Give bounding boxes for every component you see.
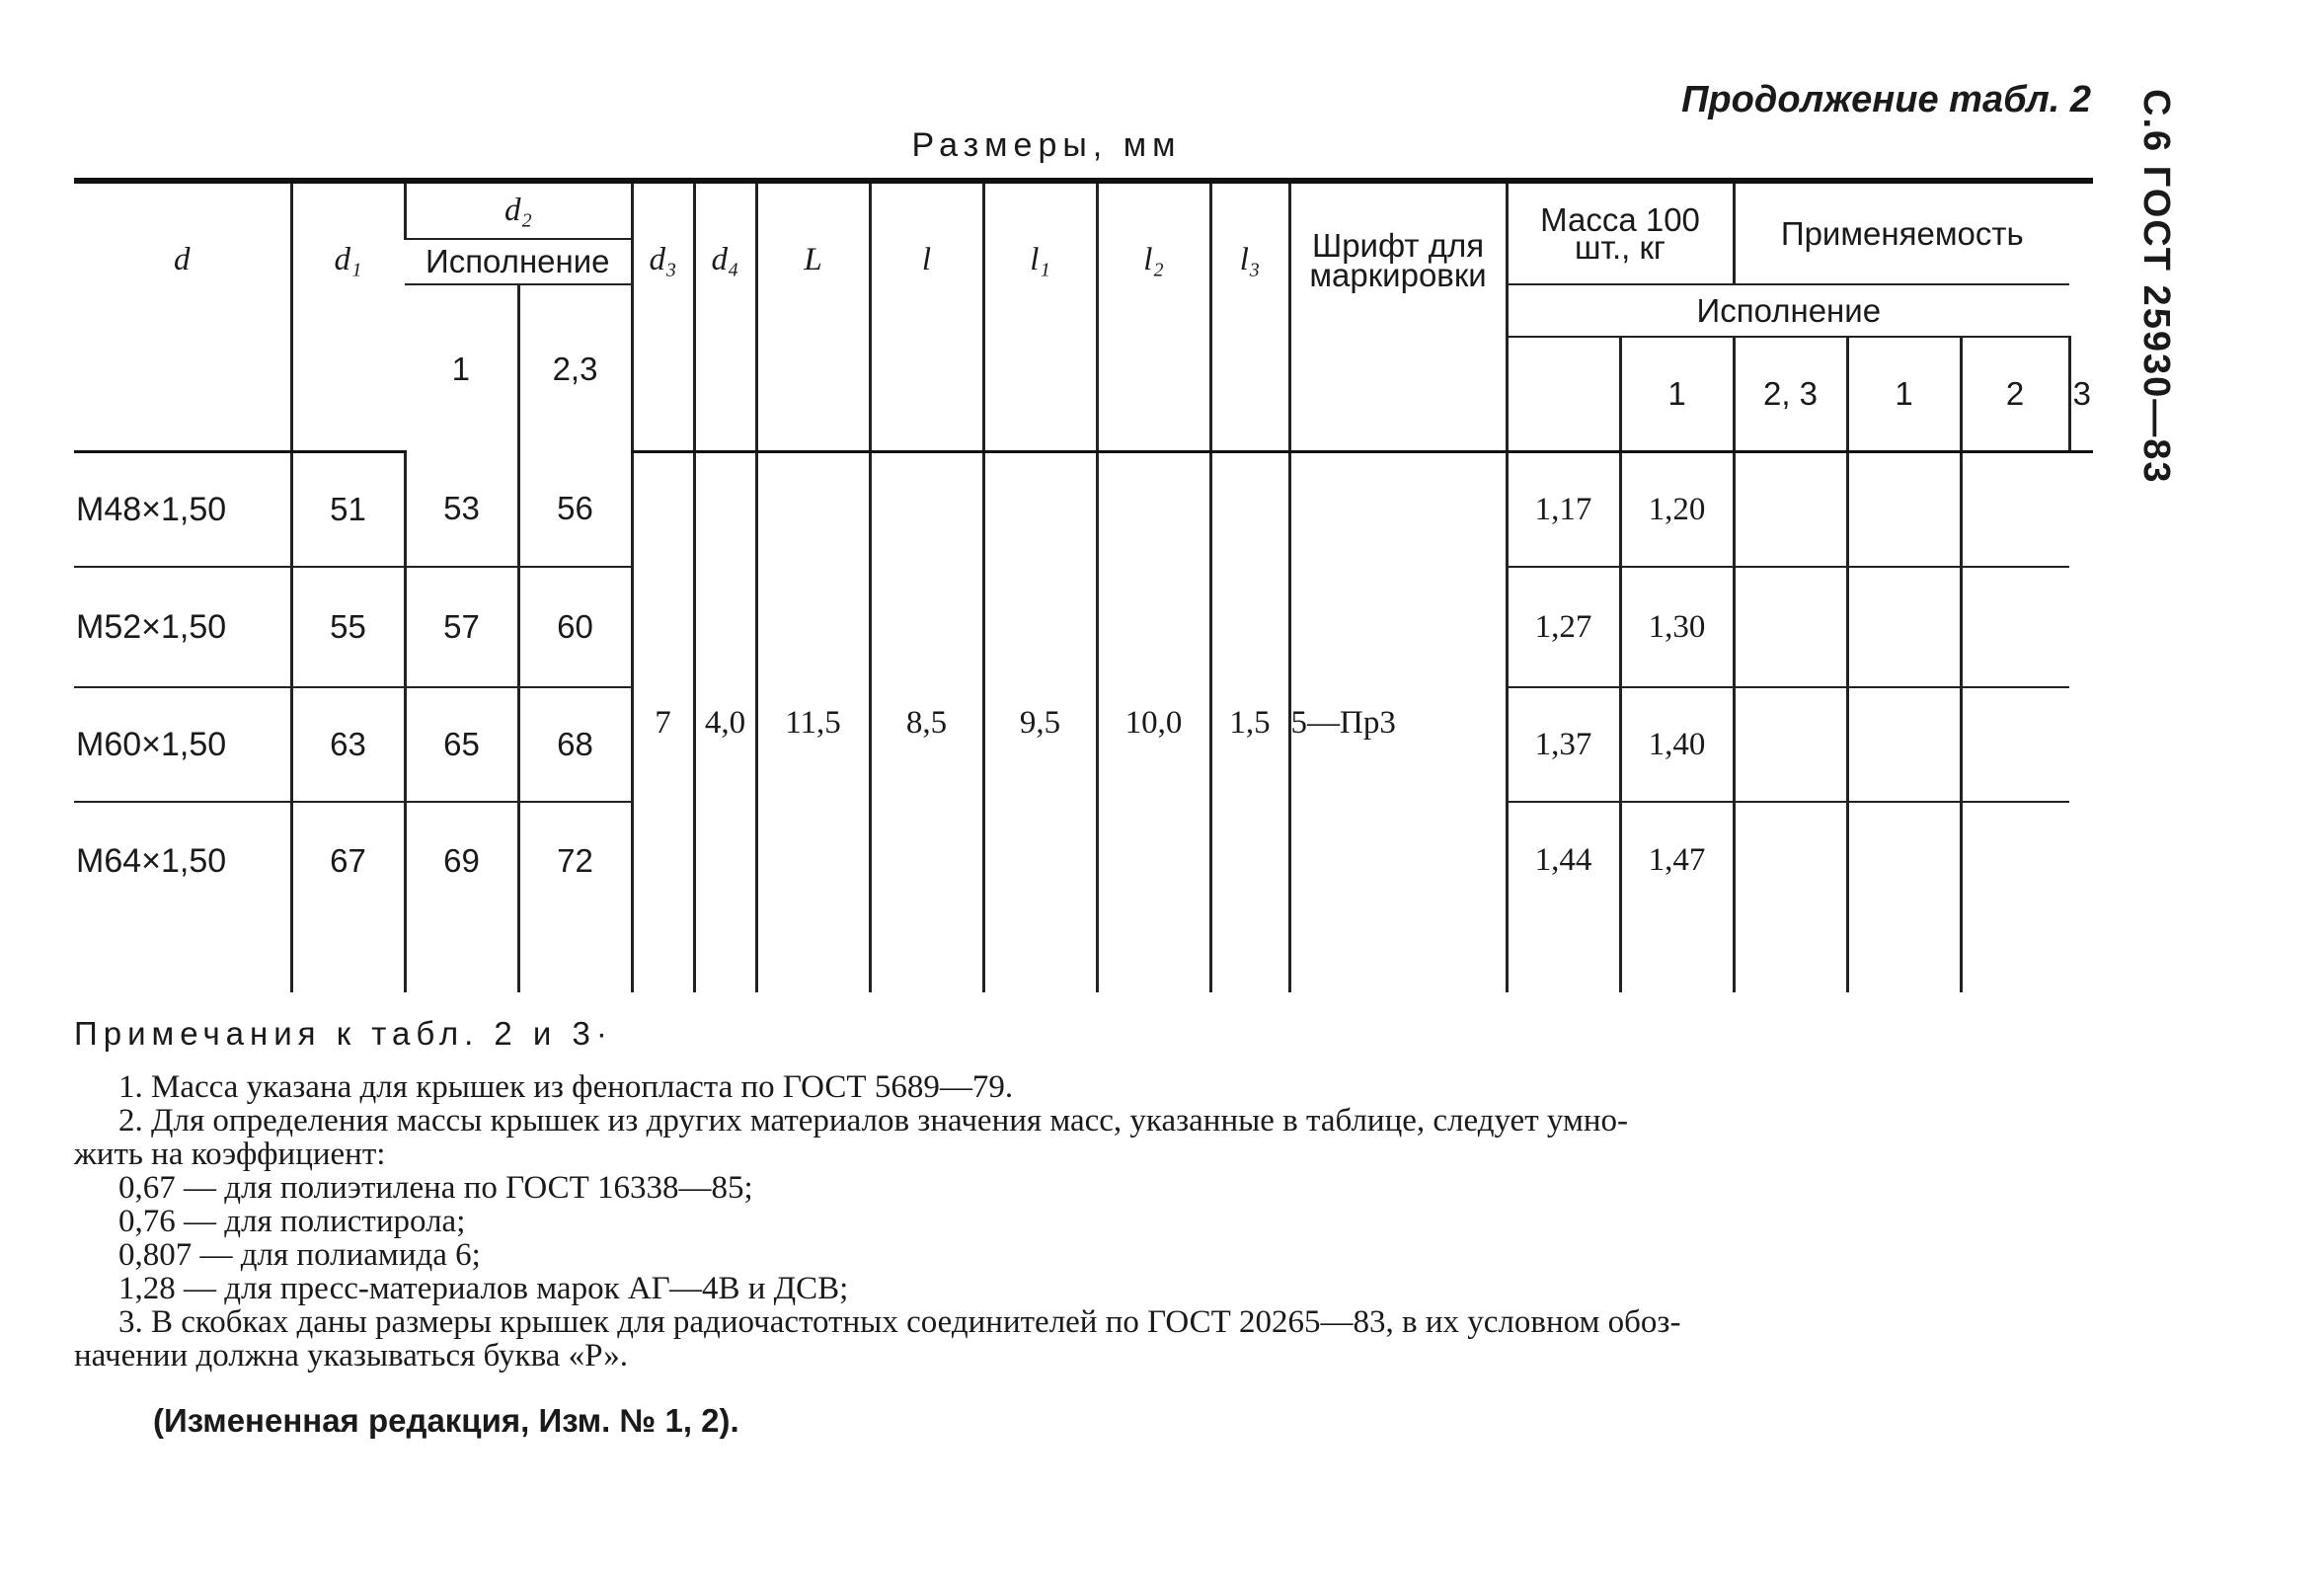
row-d2-23: 56 — [518, 452, 632, 568]
row-d: М48×1,50 — [74, 452, 291, 568]
header-l: l — [870, 181, 983, 337]
header-l1: l₁ — [983, 181, 1097, 337]
common-l2: 10,0 — [1097, 452, 1210, 992]
common-d3: 7 — [632, 452, 694, 992]
side-header: С.6 ГОСТ 25930—83 — [2135, 89, 2177, 485]
common-l1: 9,5 — [983, 452, 1097, 992]
header-app-1: 1 — [1847, 337, 1961, 452]
row-d: М52×1,50 — [74, 567, 291, 687]
header-isp-23: 2,3 — [518, 284, 632, 451]
header-d3: d₃ — [632, 181, 694, 337]
row-d2-23: 68 — [518, 687, 632, 803]
notes-block — [74, 1017, 2098, 1438]
header-mass: Масса 100 шт., кг — [1507, 181, 1734, 284]
row-d2-23: 72 — [518, 802, 632, 992]
header-l3: l₃ — [1210, 181, 1289, 337]
header-app-2: 2 — [1961, 337, 2069, 452]
coef-2: 0,76 — для полистирола; — [118, 1204, 466, 1239]
row-mass-1: 1,27 — [1507, 567, 1620, 687]
header-isp-1: 1 — [451, 350, 470, 387]
header-mass-23: 2, 3 — [1734, 337, 1847, 452]
table-row — [74, 452, 2093, 568]
row-mass-1: 1,37 — [1507, 687, 1620, 803]
note-2-cont: жить на коэффициент: — [74, 1137, 386, 1172]
row-d2-1: 53 — [405, 452, 518, 568]
continuation-label: Продолжение табл. 2 — [1681, 79, 2091, 120]
row-d: М60×1,50 — [74, 687, 291, 803]
common-d4: 4,0 — [694, 452, 756, 992]
note-3-cont: начении должна указываться буква «Р». — [74, 1338, 629, 1374]
header-ispolnenie: Исполнение — [405, 239, 632, 285]
header-app-3: 3 — [2069, 337, 2093, 452]
dimensions-table — [74, 178, 2093, 992]
row-mass-1: 1,17 — [1507, 452, 1620, 568]
common-L: 11,5 — [756, 452, 870, 992]
row-d1: 67 — [291, 802, 405, 992]
header-d1: d₁ — [291, 181, 405, 337]
row-mass-23: 1,47 — [1620, 802, 1734, 992]
row-mass-23: 1,20 — [1620, 452, 1734, 568]
header-ispolnenie-2: Исполнение — [1507, 284, 2069, 337]
header-L: L — [756, 181, 870, 337]
header-font: Шрифт для маркировки — [1289, 181, 1507, 337]
note-1: 1. Масса указана для крышек из фенопласта по ГОСТ 5689—79. — [118, 1069, 1014, 1105]
common-l3: 1,5 — [1210, 452, 1289, 992]
row-mass-23: 1,40 — [1620, 687, 1734, 803]
row-d2-1: 57 — [405, 567, 518, 687]
header-l2: l₂ — [1097, 181, 1210, 337]
row-mass-23: 1,30 — [1620, 567, 1734, 687]
note-3: 3. В скобках даны размеры крышек для радиочастотных соединителей по ГОСТ 20265—83, в их условном обоз- — [118, 1304, 1681, 1340]
row-d2-1: 69 — [405, 802, 518, 992]
coef-3: 0,807 — для полиамида 6; — [118, 1237, 481, 1273]
header-applicability: Применяемость — [1734, 181, 2069, 284]
row-d2-23: 60 — [518, 567, 632, 687]
row-d2-1: 65 — [405, 687, 518, 803]
header-d4: d₄ — [694, 181, 756, 337]
coef-1: 0,67 — для полиэтилена по ГОСТ 16338—85; — [118, 1170, 753, 1206]
header-d2: d₂ — [405, 181, 632, 239]
header-d: d — [174, 242, 191, 278]
row-d: М64×1,50 — [76, 842, 227, 881]
row-mass-1: 1,44 — [1507, 802, 1620, 992]
notes-title: Примечания к табл. 2 и 3· — [74, 1015, 613, 1052]
revision-note: (Измененная редакция, Изм. № 1, 2). — [153, 1402, 739, 1439]
common-l: 8,5 — [870, 452, 983, 992]
note-2: 2. Для определения массы крышек из других материалов значения масс, указанные в таблице, следует умно- — [118, 1103, 1628, 1138]
row-d1: 55 — [291, 567, 405, 687]
table-caption: Размеры, мм — [911, 126, 1182, 164]
row-d1: 51 — [291, 452, 405, 568]
row-d1: 63 — [291, 687, 405, 803]
coef-4: 1,28 — для пресс-материалов марок АГ—4В и ДСВ; — [118, 1271, 849, 1306]
common-font: 5—Пр3 — [1289, 452, 1507, 992]
header-mass-1: 1 — [1620, 337, 1734, 452]
